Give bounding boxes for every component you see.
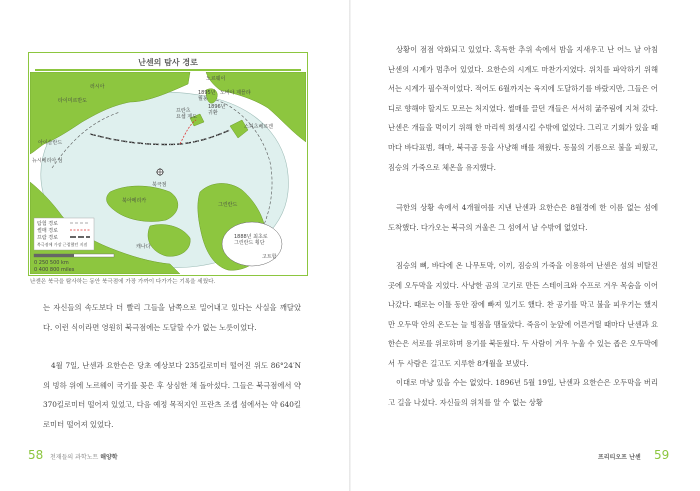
footer-left — [50, 452, 118, 461]
svg-text:탐험 경로: 탐험 경로 — [37, 221, 58, 227]
arctic-route-map — [30, 72, 306, 274]
page-gutter — [349, 0, 351, 491]
svg-text:그린란드 횡단: 그린란드 횡단 — [234, 240, 265, 246]
footer-title: 프리티오프 난센 — [598, 454, 641, 461]
map-legend — [34, 218, 94, 250]
right-paragraph-3: 짐승의 뼈, 바다에 온 나무토막, 이끼, 짐승의 가죽을 이용하여 난센은 섬의 비탈진 곳에 오두막을 지었다. 사냥한 곰의 고기로 만든 스테이크와 수프로 겨우 목숨을 이어 나갔다. 때로는 이틀 동안 잠에 빠져 있기도 했다. 찬 공기를 막고 불을 피우기는 했지만 오두막 안의 온도는 늘 빙점을 맴돌았다. 죽음이 눈앞에 어른거릴 때마다 난센과 요한슨은 서로를 위로하며 용기를 북돋웠다. 두 사람이 겨우 누울 수 있는 좁은 오두막에서 두 사람은 길고도 지루한 8개월을 보냈다. — [388, 261, 658, 368]
svg-text:북극점에 가장 근접했던 지점: 북극점에 가장 근접했던 지점 — [37, 242, 88, 247]
right-paragraph-1: 상황이 점점 악화되고 있었다. 혹독한 추위 속에서 밤을 지새우고 난 어느 날 아침 난센의 시계가 멈추어 있었다. 요한슨의 시계도 마찬가지였다. 위치를 파악하기 위해서는 시계가 필수적이었다. 적어도 6월까지는 육지에 도달하기를 바랐지만, 그들은 어디로 향해야 할지도 모르는 처지였다. 썰매를 끌던 개들은 서서히 굶주림에 지쳐 갔다. 난센은 개들을 먹이기 위해 한 마리씩 희생시킬 수밖에 없었다. 그리고 기회가 있을 때마다 바다표범, 해마, 북극곰 등을 사냥해 배를 채웠다. 동물의 기름으로 불을 피웠고, 짐승의 가죽으로 체온을 유지했다. — [388, 45, 658, 172]
right-paragraph-2: 극한의 상황 속에서 4개월여를 지낸 난센과 요한슨은 8월경에 한 이름 없는 섬에 도착했다. 다가오는 북극의 겨울은 그 섬에서 날 수밖에 없었다. — [388, 203, 658, 232]
footer-series: 천재들의 과학노트 — [50, 454, 99, 461]
svg-text:뉴시베리아 섬: 뉴시베리아 섬 — [32, 158, 63, 164]
svg-text:0 400 800 miles: 0 400 800 miles — [34, 267, 75, 273]
svg-text:캐나다: 캐나다 — [136, 244, 151, 250]
left-paragraph-2: 4월 7일, 난센과 요한슨은 당초 예상보다 235킬로미터 떨어진 위도 86°24′N의 빙하 위에 노르웨이 국기를 꽂은 후 상심한 채 돌아섰다. 그들은 북극점에서 약 370킬로미터 떨어져 있었고, 다음 예정 목적지인 프란츠 조셉 섬에서는 약 640킬로미터 떨어져 있었다. — [43, 361, 301, 429]
svg-text:러시아: 러시아 — [90, 84, 105, 90]
svg-text:고트합: 고트합 — [262, 254, 277, 260]
svg-text:1896년: 1896년 — [208, 104, 226, 110]
svg-text:북극점: 북극점 — [152, 182, 167, 188]
svg-text:아이슬란드: 아이슬란드 — [38, 140, 63, 146]
svg-text:프란츠: 프란츠 — [176, 108, 191, 114]
page-number-right: 59 — [654, 448, 670, 462]
svg-text:북아메리카: 북아메리카 — [122, 198, 147, 204]
svg-text:프람 경로: 프람 경로 — [37, 235, 58, 241]
svg-text:0 250 500 km: 0 250 500 km — [34, 260, 69, 266]
svg-text:1888년 최초로: 1888년 최초로 — [234, 234, 268, 240]
left-paragraph-1: 는 자신들의 속도보다 더 빨리 그들을 남쪽으로 밀어내고 있다는 사실을 깨달았다. 이런 식이라면 영원히 북극점에는 도달할 수가 없는 노릇이었다. — [43, 303, 301, 332]
svg-text:그린란드: 그린란드 — [218, 202, 238, 208]
svg-text:썰매 경로: 썰매 경로 — [37, 228, 58, 234]
page-number-left: 58 — [28, 448, 44, 462]
svg-text:타이미르반도: 타이미르반도 — [58, 98, 87, 104]
svg-text:노르웨이: 노르웨이 — [206, 76, 226, 82]
svg-text:1895년: 1895년 — [198, 90, 216, 96]
right-paragraph-4: 이대로 마냥 있을 수는 없었다. 1896년 5월 19일, 난센과 요한슨은 오두막을 버리고 길을 나섰다. 자신들의 위치를 알 수 없는 상황 — [388, 378, 658, 407]
svg-text:귀환: 귀환 — [208, 110, 218, 116]
svg-text:스피츠베르겐: 스피츠베르겐 — [244, 124, 273, 130]
map-caption: 난센은 북극을 탐사하는 동안 북극점에 가장 가까이 다가가는 기록을 세웠다. — [30, 279, 216, 285]
map-title: 난센의 탐사 경로 — [138, 58, 198, 67]
svg-text:노바야 제믈랴: 노바야 제믈랴 — [220, 90, 251, 96]
footer-subject: 해양학 — [100, 454, 118, 461]
map-title-rule — [35, 69, 301, 71]
route-map-figure — [28, 52, 308, 276]
svg-text:월동: 월동 — [198, 96, 208, 102]
footer-right — [598, 452, 641, 461]
svg-text:요셉 제도: 요셉 제도 — [176, 114, 197, 120]
